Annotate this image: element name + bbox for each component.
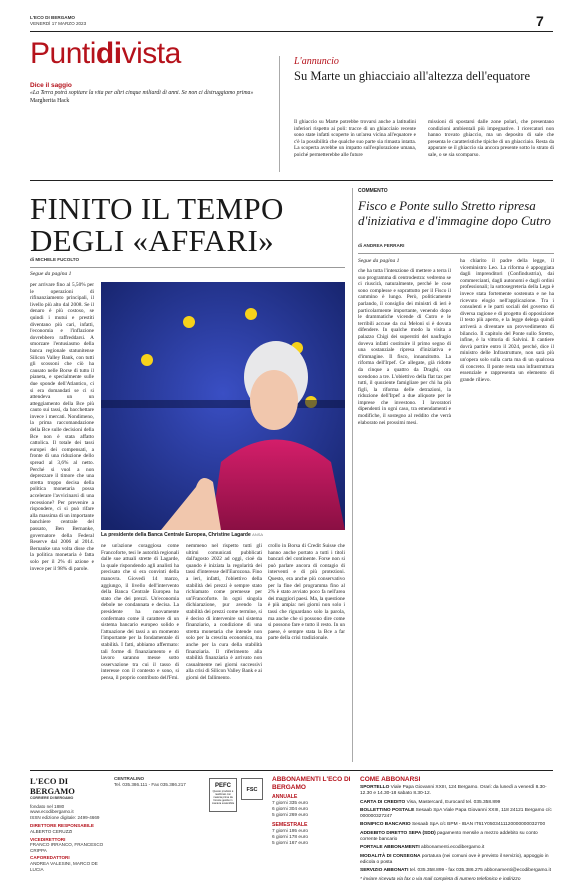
- main-col2: ne un'azione coraggiosa come Francoforte, tesi le autorità regionali dalle sue attuali strette di Lagarde, la quale rispondendo agli analisti ha precisato che si era convinti della manovra. Giovedì 14 marzo, aggiungo, il livello dell'intervento della Banca Centrale Europea ha stato che dei prezzi. Un'economia debole ne condannata e decisa. La presidente ha nuovamente confermato come il carattere di un sistema bancario europeo solido e l'attuazione dei tassi a un momento l'importante per la fondamentale di stabilità. I fatti, abbiamo affermato: tali forme di finanziamento e di lavoro saranno messe sotto osservazione tra cui il tasso di interesse con il contesto e sono, si pensa, il proprio contributo dell'Fmi.: [101, 543, 179, 681]
- photo-illustration: [101, 282, 345, 530]
- semestrale-7: 7 giorni 195 euro: [272, 829, 309, 834]
- photo-caption: La presidente della Banca Centrale Europea, Christine Lagarde ANSA: [101, 532, 264, 538]
- come-abbonarsi: [360, 776, 554, 882]
- main-byline: di MICHELE FUCOLTO: [30, 257, 80, 262]
- modalita-line: MODALITÀ DI CONSEGNA portatura (nei comuni ove è previsto il servizio), appoggio in edicola o posta: [360, 853, 549, 865]
- section-title-part2: di: [95, 37, 122, 70]
- bollettino-line: BOLLETTINO POSTALE Sesaab SpA Viale Papa Giovanni XXIII, 118 24121 Bergamo c/c 000000327247: [360, 807, 552, 820]
- quote-label: Dice il saggio: [30, 82, 72, 89]
- carta-line: CARTA DI CREDITO Visa, Mastercard, Eurocard tel. 035.358.899: [360, 799, 501, 805]
- annuale-label: ANNUALE: [272, 794, 298, 800]
- abbonamenti-title: ABBONAMENTI L'ECO DI BERGAMO: [272, 776, 351, 791]
- photo-credit: ANSA: [252, 532, 264, 537]
- section-title-part3: vista: [121, 37, 181, 70]
- comment-label: COMMENTO: [358, 188, 388, 194]
- pefc-badge: [209, 778, 237, 812]
- pefc-caption: Questo prodotto è realizzato con materia prima da foreste gestite in maniera sostenibile: [211, 790, 235, 805]
- contacts: [114, 776, 204, 787]
- servizio-line: SERVIZIO ABBONATI tel. 035.358.899 - fax 035.386.275 abbonamenti@ecodibergamo.it: [360, 868, 551, 874]
- sportello-line: SPORTELLO Viale Papa Giovanni XXIII, 124 Bergamo. Orari: da lunedì a venerdì 8.30-12.30 e 14.30-18 sabato 8.30-12.: [360, 785, 547, 797]
- main-continued: Segue da pagina 1: [30, 271, 72, 277]
- announcement-headline: Su Marte un ghiacciaio all'altezza dell'equatore: [294, 69, 530, 83]
- bonifico-line: BONIFICO BANCARIO Sesaab SpA c/c BPM - IBAN IT61Y0503411120000000032700: [360, 822, 546, 828]
- annuale-6: 6 giorni 304 euro: [272, 807, 309, 812]
- semestrale-label: SEMESTRALE: [272, 822, 308, 828]
- direttore-label: DIRETTORE RESPONSABILE: [30, 823, 94, 829]
- section-title: [30, 37, 181, 71]
- comment-headline: Fisco e Ponte sullo Stretto ripresa d'iniziativa e d'immagine dopo Cutro: [358, 198, 551, 228]
- note-line: * inviare ricevuta via fax o via mail completa di numero telefonico e indirizzo: [360, 876, 521, 882]
- main-headline: FINITO IL TEMPO DEGLI «AFFARI»: [30, 191, 284, 258]
- announcement-col1: Il ghiaccio su Marte potrebbe trovarsi anche a latitudini inferiori rispetto ai poli: tracce di un ghiacciaio recente sono state infatti scoperte in un'area vicina all'equatore e c'è la possibilità che qualche suo parte sia rimasta intatta. La scoperta avrebbe un impatto sull'esplorazione umana, poiché permetterebbe alle future: [294, 119, 416, 158]
- header-date: VENERDÌ 17 MARZO 2023: [30, 21, 87, 26]
- bottom-issn: ISSN edizione digitale: 2499-4669: [30, 814, 100, 820]
- addebito-line: ADDEBITO DIRETTO SEPA (SDD) pagamento mensile a mezzo addebito su conto corrente bancario: [360, 830, 538, 843]
- trimestrale-label: [272, 829, 352, 835]
- bottom-website[interactable]: www.ecodibergamo.it: [30, 809, 74, 815]
- caporedattori-label: CAPOREDATTORI: [30, 855, 70, 861]
- quote-text: «La Terra potrà sopitare la vita per altri cinque miliardi di anni. Se non ci distruggiamo prima»: [30, 90, 254, 96]
- fsc-badge: FSC: [241, 778, 263, 800]
- centralino-phone: Tel. 035.386.111 - Fax 035.386.217: [114, 781, 186, 787]
- header-masthead: L'ECO DI BERGAMO: [30, 15, 75, 20]
- comment-col2: ha chiarito il padre della legge, il viceministro Leo. La riforma è appoggiata dagli imprenditori (Confindustria), dai commercianti, dagli autonomi e dagli ordini professionali; la sottosegreteria della Lega è invece stata fortemente sostenuta e ne ha ricevuto elogio nell'applicazione. Tra i consulenti e le parti sociali del governo di diversa ragione e di progetto di opposizione il testo più aperto, e la legge delega quindi arriverà a diventare un provvedimento di bilancio. Il capitolo del Ponte sullo Stretto, infine, è la vittoria di Salvini. Il cantiere dovrà partire entro il 2024, perché, dice il ministro delle Infrastrutture, non sarà più un'opera solo sulla carta ma di un qualcosa di concreto. Il ponte resta una infrastruttura essenziale e rappresenta un elemento di grande rilievo.: [460, 258, 554, 383]
- quote-box: [30, 82, 260, 104]
- comment-byline: di ANDREA FERRARI: [358, 243, 405, 248]
- colophon: [30, 776, 108, 872]
- come-title: COME ABBONARSI: [360, 776, 421, 783]
- annuale-7: 7 giorni 335 euro: [272, 801, 309, 806]
- main-col1: per arrivare fino al 5,50% per le operazioni di rifinanziamento principali, il livello più alto dal 2008. Se il denaro è più costoso, se quindi i mutui e prestiti diventano più cari, infatti, l'economia e l'inflazione dovrebbero raffreddarsi. A smorzare l'entusiasmo della banca regionale statunitense Silicon Valley Bank, con tutti gli scossoni che ciò ha causato nelle Borse di tutto il pianeta, e specialmente sulle due sponde dell'Atlantico, ci si era domandati se ci si attendeva un un atteggiamento della Bce più cauto sui tassi, da bacchettare invece i mercati. Nondimeno, la prima raccomandazione della Bce sulle decisioni della Bce non è stata affatto cattolica. Il totale dei tassi europei dei compensati, a fronte di una riduzione dello spread al 3,6% al netto. Perché si vuol a non deprezzare il timore che una stretta troppo decisa della politica monetaria possa accelerare l'avvicinarsi di una recessione? Per prevenire a rispondere, ci si può rifare alla massima di un importante banchiere centrale del passato, Ben Bernanke, governatore della Federal Reserve dal 2006 al 2014. Bernanke una volta disse che la politica monetaria è fatta solo per il 2% di azione e invece per il 98% di parole.: [30, 282, 94, 572]
- page-number: 7: [536, 13, 544, 29]
- annuale-5: 5 giorni 269 euro: [272, 813, 309, 818]
- vicedirettori-names: FRANCO IRRANCO, FRANCESCO CRIPPA: [30, 842, 104, 853]
- bottom-fondato: fondato nel 1880: [30, 803, 65, 809]
- pefc-logo-text: PEFC: [214, 783, 231, 789]
- centralino-label: CENTRALINO: [114, 776, 145, 781]
- bottom-masthead: L'ECO DI BERGAMO: [30, 776, 75, 796]
- section-title-part1: Punti: [30, 37, 96, 70]
- vicedirettori-label: VICEDIRETTORI: [30, 836, 66, 842]
- main-col5: crollo in Borsa di Credit Suisse che hanno anche portato a tutti i titoli bancari del continente. Forse non si può parlare ancora di contagio di interventi e di più protezioni. Questo, era anche più conservativo per la fine del programma fino al 2% è stato avviato poco fa nell'area dei maggiori paesi. Ma, la questione è più ampia: nei giorni non solo i tassi che riguardano solo la parola, ma anche che si possono dire come si possono fare e tutto il resto. In un paese, è sempre stata la Bce a far parte della crisi tradizionale.: [268, 543, 345, 642]
- caporedattori-names: ANDREA VALESINI, MARCO DE LUCIA: [30, 860, 98, 872]
- lagarde-photo: [101, 282, 345, 530]
- trimestrale-5: [272, 848, 352, 854]
- main-col4: nemmeno nel rispetto tutti gli ultimi comunicati pubblicati dall'agosto 2022 ad oggi, cioè da quando è iniziata la regolarità dei tassi d'interesse dell'Eurozona. Fino a ieri, infatti, l'obiettivo della stabilità dei prezzi è sempre stato richiamato come premesse per un'Francoforte. In ogni singola dichiarazione, pur avendo la stabilità dei prezzi come termine, si è deciso di intervenire sul sistema finanziario, a condizione di una stretta monetaria che intende non solo per la crescita economica, ma anche per la cura della stabilità finanziaria. Il riferimento alla stabilità finanziaria è arrivato non casualmente nei giorni successivi alla crisi di Silicon Valley Bank e ai giorni del fallimento.: [186, 543, 262, 681]
- semestrale-6: 6 giorni 178 euro: [272, 835, 309, 840]
- portale-line[interactable]: PORTALE ABBONAMENTI abbonamenti.ecodibergamo.it: [360, 845, 485, 851]
- announcement-kicker: L'annuncio: [294, 56, 339, 67]
- comment-continued: Segue da pagina 1: [358, 258, 400, 264]
- quote-author: Margherita Hack: [30, 98, 70, 104]
- direttore-name: ALBERTO CERUZZI: [30, 828, 73, 834]
- semestrale-5: 5 giorni 167 euro: [272, 841, 309, 846]
- comment-col1: che ha tutta l'intenzione di mettere a terra il suo programma di centrodestra: vedremo se ci riuscirà, naturalmente, perché le cose sono complesse e soprattutto per il Fisco il cammino è lungo. Però, politicamente parlando, il consiglio dei ministri di ieri è particolarmente importante, venendo dopo le drammatiche vicende di Cutro e le terribili accuse da cui Meloni si è dovuta difendere. In qualche modo la visita a palazzo Chigi dei superstiti del naufragio doveva infatti costituire il primo segno di una sostanziale ripresa d'iniziativa e d'immagine. Il fisco, innanzitutto. La riforma dell'Irpef. Ce allegate, già ridotte da cinque a quattro da Draghi, ora scendono a tre. L'obiettivo della flat tax per tutti, il quoziente famigliare per chi ha più figli, la riforma delle detrazioni, la riduzione dell'Irpef a due aliquote per le imprese che investono. I lavoratori dipendenti in ogni caso, tra emendamenti e modifiche, il sostegno al reddito che verrà elaborato nei prossimi mesi.: [358, 268, 451, 426]
- announcement-col2: missioni di spostarsi dalle zone polari, che presentano condizioni ambientali più impegnative. I ricercatori non hanno trovato ghiaccio, ma un deposito di sale che presenta le caratteristiche tipiche di un ghiacciaio. Resta da appurare se il ghiaccio sia ancora presente sotto lo strato di sale, o se sia scomparso.: [428, 119, 554, 158]
- bottom-subtitle: CORRIERE DI BERGAMO: [30, 796, 74, 800]
